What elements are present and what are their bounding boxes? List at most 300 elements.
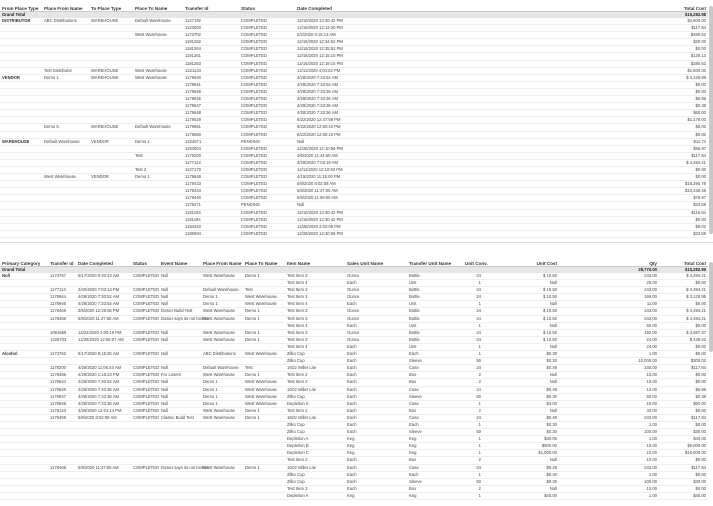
table-cell: COMPLETED bbox=[239, 152, 295, 159]
table1-header-row bbox=[0, 2, 708, 11]
table-cell: Null bbox=[159, 351, 201, 358]
table-cell: Keg bbox=[345, 492, 407, 499]
grand-total-cell bbox=[345, 266, 407, 273]
table-cell: COMPLETED bbox=[239, 145, 295, 152]
grand-total-cell bbox=[48, 266, 76, 273]
column-header[interactable] bbox=[405, 2, 618, 11]
table-cell bbox=[48, 492, 76, 499]
table-row[interactable] bbox=[0, 421, 708, 428]
table-row[interactable] bbox=[0, 414, 708, 421]
table-row[interactable] bbox=[0, 96, 708, 103]
table-cell: 1127170 bbox=[183, 166, 239, 173]
table-cell bbox=[159, 450, 201, 457]
column-header[interactable]: Qty bbox=[599, 257, 659, 266]
table-cell bbox=[159, 322, 201, 329]
table-cell: Bottle bbox=[407, 308, 463, 315]
table-cell: COMPLETED bbox=[239, 60, 295, 67]
table-row[interactable] bbox=[0, 308, 708, 315]
table-cell: 10.00 bbox=[599, 379, 659, 386]
table-cell bbox=[133, 88, 183, 95]
table-cell: West Warehouse bbox=[243, 386, 285, 393]
table-cell: 1123000 bbox=[183, 25, 239, 32]
table-cell bbox=[42, 81, 89, 88]
table-row[interactable] bbox=[0, 25, 708, 32]
column-header[interactable]: Total Cost bbox=[659, 257, 708, 266]
column-header[interactable]: Place From Name bbox=[42, 2, 89, 11]
table-cell: 50 bbox=[463, 358, 483, 365]
table-cell: West Warehouse bbox=[133, 67, 183, 74]
table-cell: 2 bbox=[463, 485, 483, 492]
table-cell: $ 3,128.95 bbox=[618, 74, 708, 81]
table-cell: Unit bbox=[407, 301, 463, 308]
table-cell: Each bbox=[345, 301, 407, 308]
table-cell bbox=[0, 436, 48, 443]
table-cell: Keg bbox=[407, 436, 463, 443]
table-cell: Each bbox=[345, 400, 407, 407]
table-row[interactable] bbox=[0, 485, 708, 492]
table-cell bbox=[131, 485, 159, 492]
table-cell: Each bbox=[407, 351, 463, 358]
table-cell bbox=[42, 216, 89, 223]
table-cell: $10,000.00 bbox=[659, 450, 708, 457]
table-cell: $ 3,587.37 bbox=[659, 329, 708, 336]
column-header[interactable]: To Place Type bbox=[89, 2, 133, 11]
table-row[interactable] bbox=[0, 273, 708, 280]
table-cell: Demo 1 bbox=[201, 379, 243, 386]
grand-total-cell bbox=[483, 266, 511, 273]
table-cell: 4/28/2020 7:33:36 AM bbox=[295, 110, 405, 117]
table-cell bbox=[405, 230, 618, 237]
table-cell bbox=[483, 386, 511, 393]
table-cell bbox=[405, 96, 618, 103]
table-cell: Each bbox=[345, 429, 407, 436]
table-cell bbox=[159, 478, 201, 485]
table-row[interactable] bbox=[0, 351, 708, 358]
table-cell bbox=[89, 103, 133, 110]
table-cell bbox=[131, 450, 159, 457]
table-cell bbox=[559, 464, 599, 471]
table-cell: 100.00 bbox=[599, 478, 659, 485]
table-cell bbox=[133, 60, 183, 67]
table-cell: 1179440 bbox=[183, 195, 239, 202]
table-cell bbox=[0, 301, 48, 308]
table-cell bbox=[243, 457, 285, 464]
table-cell bbox=[483, 273, 511, 280]
table-cell bbox=[201, 471, 243, 478]
table-cell: 12/11/2020 12:10:53 PM bbox=[295, 166, 405, 173]
table-cell: 243.00 bbox=[599, 308, 659, 315]
table-row[interactable] bbox=[0, 88, 708, 95]
column-header[interactable]: Status bbox=[131, 257, 159, 266]
table-cell: Demo 1 bbox=[133, 174, 183, 181]
table-cell bbox=[0, 443, 48, 450]
table-cell: Null bbox=[159, 273, 201, 280]
table-row[interactable] bbox=[0, 32, 708, 39]
table-row[interactable] bbox=[0, 386, 708, 393]
table-cell bbox=[559, 322, 599, 329]
table-cell bbox=[483, 379, 511, 386]
grand-total-cell bbox=[89, 11, 133, 18]
table-cell bbox=[133, 25, 183, 32]
table-row[interactable] bbox=[0, 152, 708, 159]
table-cell: Each bbox=[345, 464, 407, 471]
table-row[interactable] bbox=[0, 471, 708, 478]
table-cell bbox=[201, 492, 243, 499]
table-cell: Unit bbox=[407, 322, 463, 329]
table-cell bbox=[89, 88, 133, 95]
column-header[interactable]: From Place Type bbox=[0, 2, 42, 11]
table-cell bbox=[89, 39, 133, 46]
table-cell: Ounce bbox=[345, 308, 407, 315]
table-cell: 1173762 bbox=[48, 351, 76, 358]
table-cell bbox=[405, 81, 618, 88]
table-cell: COMPLETED bbox=[239, 53, 295, 60]
table-row[interactable] bbox=[0, 343, 708, 350]
table-row[interactable] bbox=[0, 117, 708, 124]
table-row[interactable] bbox=[0, 18, 708, 25]
table-cell: 1 bbox=[463, 436, 483, 443]
table-cell: Test Item 3 bbox=[285, 329, 345, 336]
table-cell: Each bbox=[345, 407, 407, 414]
table-row[interactable] bbox=[0, 464, 708, 471]
column-header[interactable]: Place To Name bbox=[243, 257, 285, 266]
table-cell: 1 bbox=[463, 492, 483, 499]
table-row[interactable] bbox=[0, 400, 708, 407]
table-cell bbox=[405, 145, 618, 152]
table-cell: $23.59 bbox=[618, 230, 708, 237]
column-header[interactable]: Place To Name bbox=[133, 2, 183, 11]
table-cell: Zilko Cup bbox=[285, 429, 345, 436]
table-cell: 4/28/2020 7:30:52 AM bbox=[76, 379, 131, 386]
table-cell: $5.96 bbox=[618, 96, 708, 103]
table-row[interactable] bbox=[0, 436, 708, 443]
table-cell: 10.00 bbox=[599, 485, 659, 492]
table-row[interactable] bbox=[0, 110, 708, 117]
table-row[interactable] bbox=[0, 301, 708, 308]
table-cell bbox=[483, 329, 511, 336]
table-cell: Zilko Cup bbox=[285, 478, 345, 485]
table-row[interactable] bbox=[0, 53, 708, 60]
grand-total-qty: 28,770.00 bbox=[599, 266, 659, 273]
table-cell bbox=[0, 39, 42, 46]
table-cell: 12/15/2020 12:15:10 PM bbox=[295, 53, 405, 60]
table-cell: Sleeve bbox=[407, 429, 463, 436]
table-cell: 1 bbox=[463, 301, 483, 308]
column-header[interactable]: Primary Category bbox=[0, 257, 48, 266]
table-cell: 4/15/2020 11:15:00 PM bbox=[295, 174, 405, 181]
table-row[interactable] bbox=[0, 195, 708, 202]
table-cell: $0.00 bbox=[659, 485, 708, 492]
table-row[interactable] bbox=[0, 322, 708, 329]
table-cell bbox=[48, 485, 76, 492]
table-cell: 24 bbox=[463, 308, 483, 315]
table-cell: Demo 1 bbox=[201, 386, 243, 393]
table-cell bbox=[133, 216, 183, 223]
grand-total-cell bbox=[201, 266, 243, 273]
table-cell bbox=[0, 53, 42, 60]
table-row[interactable] bbox=[0, 429, 708, 436]
table-cell: 1173702 bbox=[183, 32, 239, 39]
table-cell bbox=[559, 407, 599, 414]
table-cell: 16Oz Miller Lite bbox=[285, 414, 345, 421]
column-header[interactable]: Total Cost bbox=[618, 2, 708, 11]
table-cell: Test Item 2 bbox=[285, 407, 345, 414]
table-cell: 24 bbox=[463, 464, 483, 471]
table-cell: Zilko Cup bbox=[285, 471, 345, 478]
table-row[interactable] bbox=[0, 457, 708, 464]
table-cell bbox=[159, 429, 201, 436]
table-cell bbox=[0, 67, 42, 74]
table-cell: Sleeve bbox=[407, 393, 463, 400]
table-cell bbox=[483, 358, 511, 365]
table-cell: Each bbox=[345, 358, 407, 365]
table-cell bbox=[0, 322, 48, 329]
table-cell: 24 bbox=[463, 294, 483, 301]
table-cell bbox=[131, 343, 159, 350]
table-cell bbox=[405, 32, 618, 39]
table-cell: Null bbox=[159, 336, 201, 343]
table-cell: 1179200 bbox=[183, 152, 239, 159]
table-cell: Null bbox=[511, 372, 559, 379]
table-cell: Ounce bbox=[345, 294, 407, 301]
table-cell: Null bbox=[159, 393, 201, 400]
table-cell: 1181263 bbox=[183, 60, 239, 67]
table-cell bbox=[42, 230, 89, 237]
bottom-table-scrollbar[interactable] bbox=[709, 262, 713, 352]
table-row[interactable] bbox=[0, 443, 708, 450]
table-cell: 1224671 bbox=[183, 138, 239, 145]
table-cell bbox=[0, 400, 48, 407]
table-row[interactable] bbox=[0, 39, 708, 46]
table-cell: 3/6/2020 12:38:05 PM bbox=[76, 308, 131, 315]
table-cell: Default Warehouse bbox=[42, 138, 89, 145]
table-row[interactable] bbox=[0, 223, 708, 230]
grand-total-cell bbox=[295, 11, 405, 18]
table-cell: Bottle bbox=[407, 315, 463, 322]
table-cell: Dosier Build Test bbox=[159, 308, 201, 315]
table-row[interactable] bbox=[0, 174, 708, 181]
table-cell bbox=[76, 436, 131, 443]
table-cell bbox=[0, 131, 42, 138]
table-cell bbox=[243, 478, 285, 485]
table-cell bbox=[483, 436, 511, 443]
table-cell: $117.84 bbox=[659, 365, 708, 372]
column-header[interactable]: Transfer Id bbox=[183, 2, 239, 11]
table-cell bbox=[42, 88, 89, 95]
table-cell bbox=[0, 152, 42, 159]
table-cell: PENDING bbox=[239, 138, 295, 145]
table-cell bbox=[76, 443, 131, 450]
column-header[interactable]: Item Name bbox=[285, 257, 345, 266]
table-row[interactable] bbox=[0, 379, 708, 386]
table-cell bbox=[0, 110, 42, 117]
table-row[interactable] bbox=[0, 188, 708, 195]
table-cell bbox=[201, 322, 243, 329]
table-cell: $600.00 bbox=[511, 443, 559, 450]
table-row[interactable] bbox=[0, 336, 708, 343]
table-row[interactable] bbox=[0, 315, 708, 322]
table-cell: 1178456 bbox=[48, 372, 76, 379]
table-cell bbox=[89, 159, 133, 166]
table-cell: West Warehouse bbox=[201, 315, 243, 322]
column-header[interactable]: Transfer Id bbox=[48, 257, 76, 266]
table-cell: Test Item 3 bbox=[285, 336, 345, 343]
table-row[interactable] bbox=[0, 181, 708, 188]
table-row[interactable] bbox=[0, 46, 708, 53]
table-row[interactable] bbox=[0, 478, 708, 485]
table-cell: Ounce bbox=[345, 315, 407, 322]
table-row[interactable] bbox=[0, 365, 708, 372]
table-cell: Ounce bbox=[345, 273, 407, 280]
table-row[interactable] bbox=[0, 131, 708, 138]
table-row[interactable] bbox=[0, 138, 708, 145]
table-cell bbox=[89, 117, 133, 124]
table-cell: COMPLETED bbox=[239, 188, 295, 195]
table-row[interactable] bbox=[0, 202, 708, 209]
table-cell: Demo 1 bbox=[243, 308, 285, 315]
table-cell bbox=[0, 450, 48, 457]
table-cell: $0.00 bbox=[618, 124, 708, 131]
table-cell bbox=[243, 471, 285, 478]
table-cell bbox=[133, 188, 183, 195]
table-cell bbox=[201, 450, 243, 457]
table-cell: 1181262 bbox=[183, 39, 239, 46]
column-header[interactable]: Date Completed bbox=[76, 257, 131, 266]
table-cell: West Warehouse bbox=[42, 174, 89, 181]
table-row[interactable] bbox=[0, 393, 708, 400]
table-cell bbox=[76, 478, 131, 485]
table-cell bbox=[42, 145, 89, 152]
table-cell bbox=[559, 273, 599, 280]
grand-total-cell bbox=[42, 11, 89, 18]
table-cell bbox=[405, 39, 618, 46]
table-cell: 4/28/2020 7:33:36 AM bbox=[76, 386, 131, 393]
table-row[interactable] bbox=[0, 166, 708, 173]
table-cell bbox=[133, 103, 183, 110]
column-header[interactable]: Date Completed bbox=[295, 2, 405, 11]
column-header[interactable]: Place From Name bbox=[201, 257, 243, 266]
table-cell: 10.00 bbox=[599, 443, 659, 450]
table-cell: 1181264 bbox=[183, 46, 239, 53]
table-cell bbox=[0, 202, 42, 209]
column-header[interactable]: Unit Conv. bbox=[463, 257, 483, 266]
table-cell: COMPLETED bbox=[239, 74, 295, 81]
table-row[interactable] bbox=[0, 145, 708, 152]
table-cell bbox=[405, 131, 618, 138]
table-cell bbox=[89, 216, 133, 223]
table-cell: 5/8/2020 8:02:08 AM bbox=[76, 414, 131, 421]
table-row[interactable] bbox=[0, 159, 708, 166]
table-cell: 25.00 bbox=[599, 280, 659, 287]
table-cell bbox=[42, 25, 89, 32]
table-cell: $0.30 bbox=[511, 351, 559, 358]
table-row[interactable] bbox=[0, 372, 708, 379]
table-row[interactable] bbox=[0, 81, 708, 88]
table-cell: COMPLETED bbox=[239, 159, 295, 166]
table-cell: Null bbox=[511, 457, 559, 464]
table-cell bbox=[201, 429, 243, 436]
table-row[interactable] bbox=[0, 209, 708, 216]
table-row[interactable] bbox=[0, 60, 708, 67]
table-cell: $480.62 bbox=[618, 32, 708, 39]
table-cell: $0.30 bbox=[511, 429, 559, 436]
table-cell: Null bbox=[511, 407, 559, 414]
column-header[interactable] bbox=[559, 257, 599, 266]
table-row[interactable] bbox=[0, 103, 708, 110]
column-header[interactable]: Status bbox=[239, 2, 295, 11]
table-cell: 1173767 bbox=[48, 273, 76, 280]
table-cell: Test Item 2 bbox=[285, 372, 345, 379]
column-header[interactable]: Transfer Unit Name bbox=[407, 257, 463, 266]
table-cell: $8.02 bbox=[618, 223, 708, 230]
table-cell: $5.96 bbox=[659, 386, 708, 393]
column-header[interactable]: Sales Unit Name bbox=[345, 257, 407, 266]
table-row[interactable] bbox=[0, 230, 708, 237]
table-cell: $60.00 bbox=[618, 110, 708, 117]
table-row[interactable] bbox=[0, 294, 708, 301]
table-cell: COMPLETED bbox=[133, 365, 160, 371]
transfers-by-place-table bbox=[0, 2, 708, 236]
table-cell bbox=[405, 152, 618, 159]
table-cell: Null bbox=[511, 379, 559, 386]
table-row[interactable] bbox=[0, 329, 708, 336]
table-cell: COMPLETED bbox=[133, 407, 160, 413]
table-row[interactable] bbox=[0, 287, 708, 294]
table-cell bbox=[0, 407, 48, 414]
table-cell bbox=[243, 450, 285, 457]
table-cell bbox=[405, 195, 618, 202]
table-cell bbox=[201, 280, 243, 287]
column-header[interactable]: Unit Cost bbox=[511, 257, 559, 266]
table-cell bbox=[405, 174, 618, 181]
table-cell: Depletion K bbox=[285, 400, 345, 407]
table-row[interactable] bbox=[0, 450, 708, 457]
table-cell: $ 4,494.21 bbox=[659, 315, 708, 322]
table-cell bbox=[405, 18, 618, 25]
table-row[interactable] bbox=[0, 124, 708, 131]
table-cell: Test Distributor bbox=[42, 67, 89, 74]
table-row[interactable] bbox=[0, 358, 708, 365]
column-header[interactable]: Event Name bbox=[159, 257, 201, 266]
table-cell bbox=[0, 117, 42, 124]
table-cell: 1178459 bbox=[48, 414, 76, 421]
table-cell bbox=[0, 358, 48, 365]
table-row[interactable] bbox=[0, 67, 708, 74]
grand-total-cell bbox=[159, 266, 201, 273]
table-cell bbox=[559, 308, 599, 315]
table-cell bbox=[131, 478, 159, 485]
top-table-scrollbar[interactable] bbox=[709, 6, 713, 234]
table-cell bbox=[0, 103, 42, 110]
table-row[interactable] bbox=[0, 74, 708, 81]
table-cell bbox=[89, 230, 133, 237]
table-cell bbox=[159, 443, 201, 450]
table-cell bbox=[76, 471, 131, 478]
table-cell bbox=[48, 429, 76, 436]
table-row[interactable] bbox=[0, 407, 708, 414]
table-cell bbox=[559, 436, 599, 443]
table-cell: COMPLETED bbox=[133, 301, 160, 307]
table-row[interactable] bbox=[0, 216, 708, 223]
table-row[interactable] bbox=[0, 280, 708, 287]
table-cell bbox=[559, 414, 599, 421]
table-cell: Test Item 3 bbox=[285, 315, 345, 322]
table-row[interactable] bbox=[0, 492, 708, 499]
table-cell bbox=[159, 471, 201, 478]
table-cell: 1179645 bbox=[183, 96, 239, 103]
table-cell: COMPLETED bbox=[239, 39, 295, 46]
table-cell: COMPLETED bbox=[133, 386, 160, 392]
